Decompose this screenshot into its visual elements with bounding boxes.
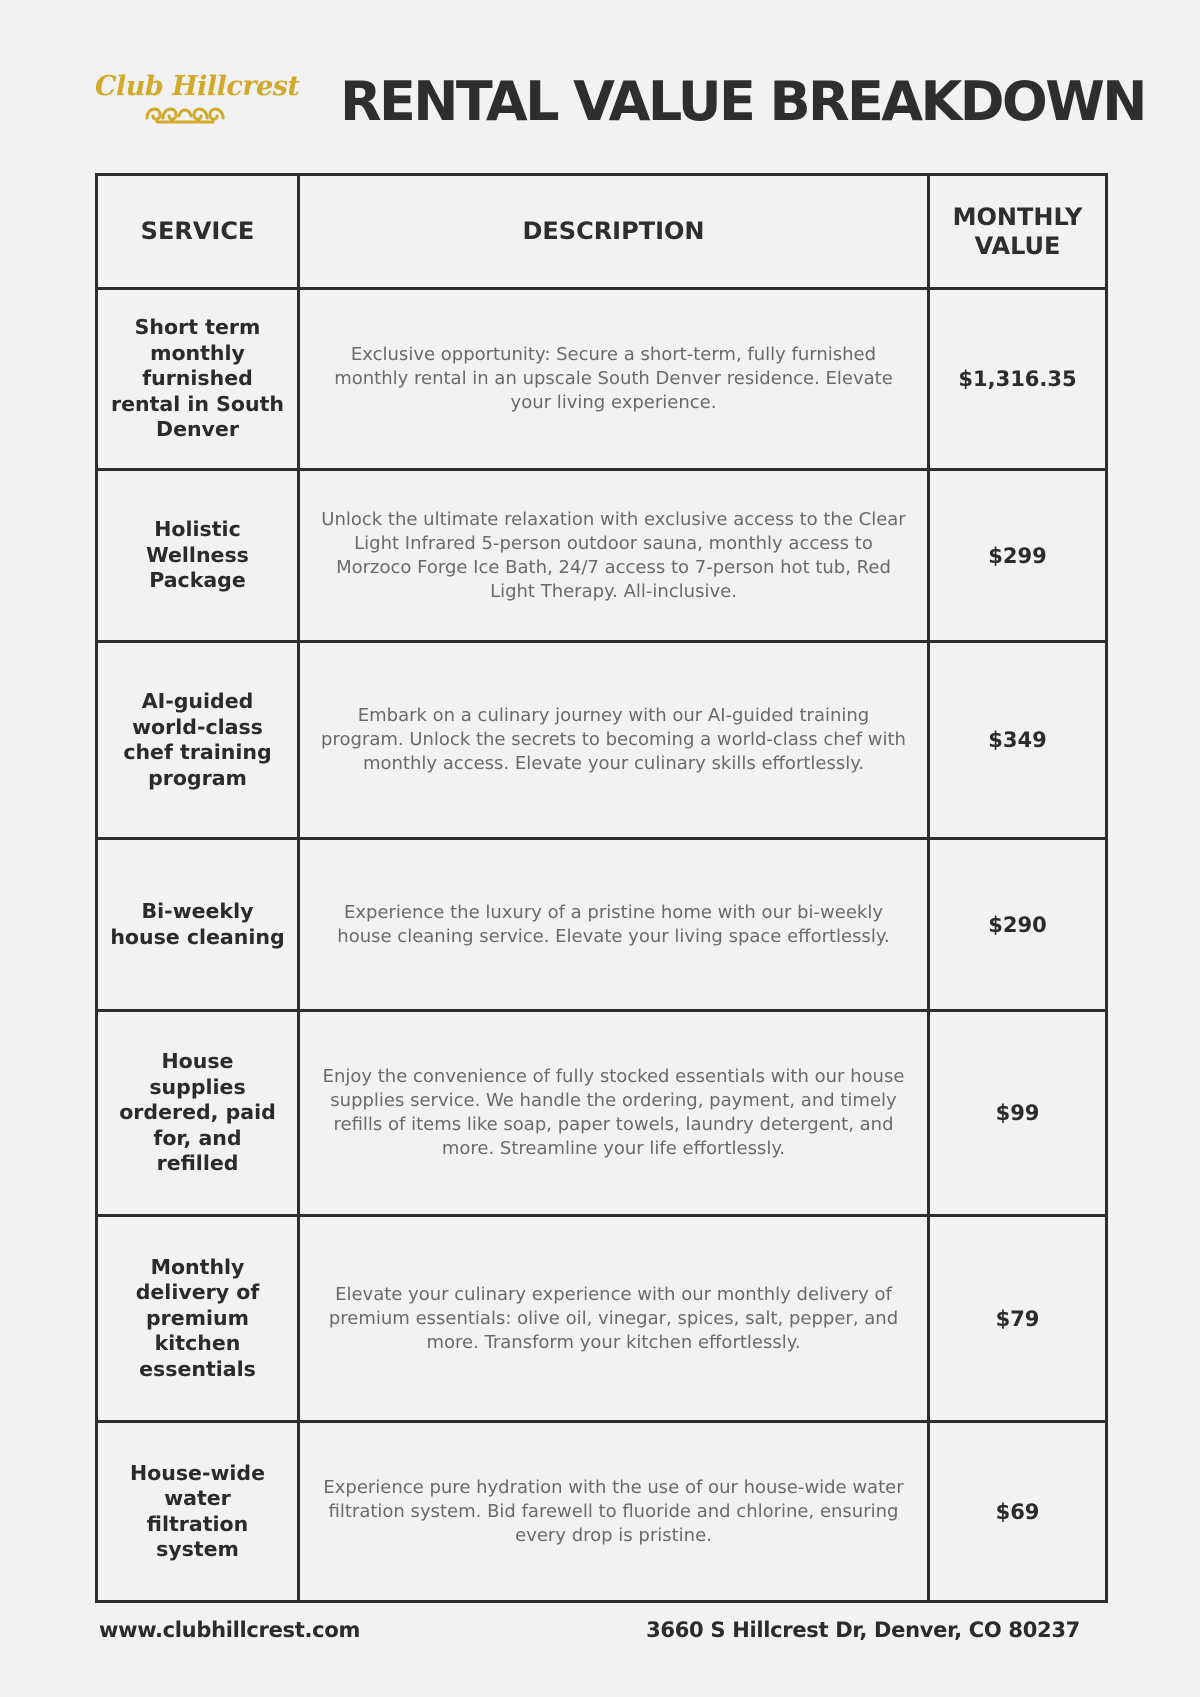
- footer-address: 3660 S Hillcrest Dr, Denver, CO 80237: [646, 1618, 1080, 1642]
- description-cell: Experience pure hydration with the use of our house-wide water filtration system. Bid farewell to fluoride and chlorine, ensuring every drop is pristine.: [299, 1422, 929, 1602]
- table-row: [97, 289, 1107, 470]
- service-column-header: SERVICE: [97, 175, 299, 289]
- description-cell: Elevate your culinary experience with our monthly delivery of premium essentials: olive oil, vinegar, spices, salt, pepper, and more. Transform your kitchen effortlessly.: [299, 1216, 929, 1422]
- monthly-value-cell: $349: [929, 642, 1107, 839]
- gold-scroll-flourish-icon: [143, 102, 227, 126]
- monthly-value-cell: $299: [929, 470, 1107, 642]
- service-cell: House supplies ordered, paid for, and refilled: [97, 1011, 299, 1216]
- description-cell: Exclusive opportunity: Secure a short-term, fully furnished monthly rental in an upscale South Denver residence. Elevate your living experience.: [299, 289, 929, 470]
- monthly-value-column-header: MONTHLY VALUE: [929, 175, 1107, 289]
- monthly-value-cell: $69: [929, 1422, 1107, 1602]
- description-cell: Enjoy the convenience of fully stocked essentials with our house supplies service. We handle the ordering, payment, and timely refills of items like soap, paper towels, laundry detergent, and more. Streamline your life effortlessly.: [299, 1011, 929, 1216]
- service-cell: Monthly delivery of premium kitchen essentials: [97, 1216, 299, 1422]
- table-row: [97, 839, 1107, 1011]
- table-row: [97, 1216, 1107, 1422]
- description-column-header: DESCRIPTION: [299, 175, 929, 289]
- table-row: [97, 1422, 1107, 1602]
- table-row: [97, 642, 1107, 839]
- description-cell: Unlock the ultimate relaxation with exclusive access to the Clear Light Infrared 5-person outdoor sauna, monthly access to Morzoco Forge Ice Bath, 24/7 access to 7-person hot tub, Red Light Therapy. All-inclusive.: [299, 470, 929, 642]
- logo-text: Club Hillcrest: [95, 71, 300, 102]
- service-cell: Holistic Wellness Package: [97, 470, 299, 642]
- service-cell: House-wide water filtration system: [97, 1422, 299, 1602]
- table-row: [97, 470, 1107, 642]
- service-cell: Short term monthly furnished rental in South Denver: [97, 289, 299, 470]
- monthly-value-cell: $79: [929, 1216, 1107, 1422]
- rental-value-table: [95, 173, 1108, 1603]
- footer-website: www.clubhillcrest.com: [99, 1618, 361, 1642]
- service-cell: Bi-weekly house cleaning: [97, 839, 299, 1011]
- table-header-row: [97, 175, 1107, 289]
- club-hillcrest-logo: [95, 71, 300, 134]
- monthly-value-cell: $99: [929, 1011, 1107, 1216]
- monthly-value-cell: $1,316.35: [929, 289, 1107, 470]
- monthly-value-cell: $290: [929, 839, 1107, 1011]
- page-title: RENTAL VALUE BREAKDOWN: [340, 70, 1145, 133]
- description-cell: Experience the luxury of a pristine home with our bi-weekly house cleaning service. Elevate your living space effortlessly.: [299, 839, 929, 1011]
- description-cell: Embark on a culinary journey with our AI-guided training program. Unlock the secrets to becoming a world-class chef with monthly access. Elevate your culinary skills effortlessly.: [299, 642, 929, 839]
- service-cell: AI-guided world-class chef training program: [97, 642, 299, 839]
- rental-value-table-container: [95, 173, 1105, 1603]
- table-row: [97, 1011, 1107, 1216]
